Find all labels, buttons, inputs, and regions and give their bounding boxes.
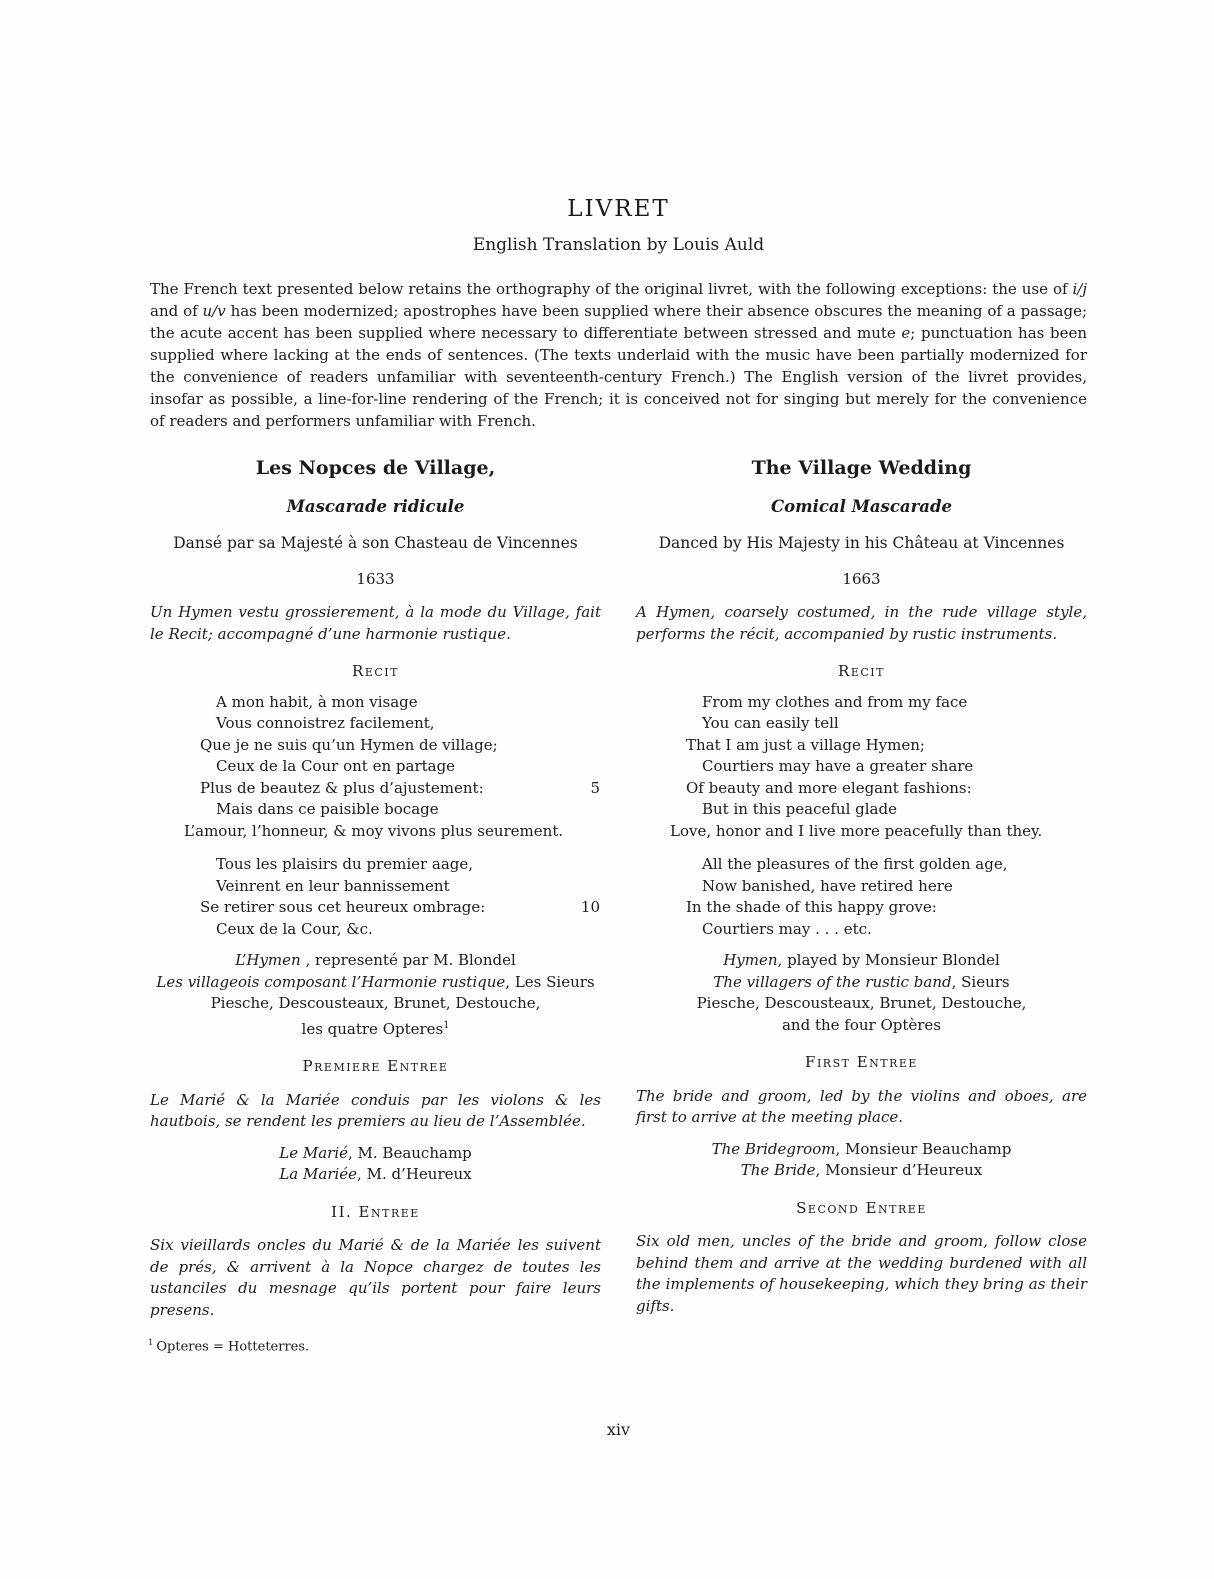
text-run: has been modernized; apostrophes have been supplied where their absence obscures the meaning of a passage; the acute accent has been supplied where necessary to differentiate between stressed and mute	[150, 302, 1087, 342]
verse-text: Courtiers may have a greater share	[702, 757, 974, 775]
cast-list-english	[636, 950, 1087, 1036]
two-column-layout	[150, 457, 1087, 1321]
cast-line	[150, 1015, 601, 1041]
text-run: Piesche, Descousteaux, Brunet, Destouche,	[210, 994, 541, 1012]
entree1-heading-english: First Entree	[805, 1053, 918, 1071]
footnote-text: Opteres = Hotteterres.	[156, 1339, 310, 1355]
verse-text: Courtiers may . . . etc.	[702, 919, 872, 938]
text-run: The villagers of the rustic band	[713, 972, 952, 991]
verse-line	[150, 692, 601, 714]
verse-text: Tous les plaisirs du premier aage,	[216, 855, 474, 873]
verse-text: You can easily tell	[702, 714, 839, 732]
verse-line	[150, 821, 601, 843]
entree1-direction-english: The bride and groom, led by the violins and oboes, are first to arrive at the meeting place.	[636, 1086, 1087, 1126]
text-run: The French text presented below retains the orthography of the original livret, with the following exceptions: the use of	[150, 280, 1073, 298]
entree2-direction-english: Six old men, uncles of the bride and groom, follow close behind them and arrive at the wedding burdened with all the implements of housekeeping, which they bring as their gifts.	[636, 1232, 1087, 1315]
verse-text: L’amour, l’honneur, & moy vivons plus seurement.	[184, 821, 564, 840]
text-run: les quatre Opteres	[301, 1019, 444, 1038]
verse-text: Ceux de la Cour, &c.	[216, 919, 373, 938]
text-run: ; punctuation has been supplied where lacking at the ends of sentences. (The texts underlaid with the music have been partially modernized for the convenience of readers unfamiliar with seventeenth-century French.) The English version of the livret provides, insofar as possible, a line-for-line rendering of the French; it is conceived not for singing but merely for the convenience of readers and performers unfamiliar with French.	[150, 324, 1087, 430]
verse-line	[150, 876, 601, 898]
verse-text: Se retirer sous cet heureux ombrage:	[200, 898, 486, 916]
work-title-french: Les Nopces de Village,	[255, 457, 496, 479]
verse-line	[150, 778, 601, 800]
verse-line	[150, 919, 601, 941]
verse-text: From my clothes and from my face	[702, 692, 968, 711]
verse-text: Mais dans ce paisible bocage	[216, 800, 439, 818]
text-run: and of	[150, 302, 203, 320]
text-run: Piesche, Descousteaux, Brunet, Destouche,	[696, 994, 1027, 1012]
text-run: The Bride	[740, 1161, 816, 1179]
verse-text: Plus de beautez & plus d’ajustement:	[200, 778, 484, 797]
cast-line	[150, 950, 601, 972]
verse-line	[636, 713, 1087, 735]
recit-heading-french: Recit	[352, 662, 399, 680]
verse-text: Of beauty and more elegant fashions:	[686, 778, 972, 797]
verse-text: But in this peaceful glade	[702, 800, 897, 818]
text-run: i/j	[1072, 280, 1087, 298]
column-english	[636, 457, 1087, 1321]
cast-line	[636, 1139, 1087, 1161]
verse-text: Que je ne suis qu’un Hymen de village;	[200, 735, 498, 754]
verse-text: Love, honor and I live more peacefully than they.	[670, 821, 1043, 840]
verse-text: Veinrent en leur bannissement	[216, 876, 450, 895]
text-run: The Bridegroom	[711, 1139, 836, 1158]
work-subtitle-french: Mascarade ridicule	[286, 497, 465, 516]
stage-direction-english: A Hymen, coarsely costumed, in the rude village style, performs the récit, accompanied by rustic instruments.	[636, 603, 1087, 643]
cast-line	[150, 993, 601, 1015]
work-subtitle-english: Comical Mascarade	[770, 497, 953, 516]
text-run: , Monsieur Beauchamp	[835, 1139, 1012, 1158]
verse-line	[636, 876, 1087, 898]
verse-text: Ceux de la Cour ont en partage	[216, 757, 456, 775]
verse-line	[636, 854, 1087, 876]
text-run: , Les Sieurs	[505, 972, 595, 991]
column-french	[150, 457, 601, 1321]
text-run: La Mariée	[279, 1165, 358, 1183]
verse-line	[636, 897, 1087, 919]
verse-line	[636, 919, 1087, 941]
entree1-direction-french: Le Marié & la Mariée conduis par les violons & les hautbois, se rendent les premiers au lieu de l’Assemblée.	[150, 1090, 601, 1130]
verse-line	[150, 854, 601, 876]
text-run: u/v	[202, 302, 226, 320]
verse-line	[636, 778, 1087, 800]
verse-line	[636, 799, 1087, 821]
cast-line	[636, 1160, 1087, 1182]
text-run: L’Hymen	[235, 951, 301, 969]
verse-text: That I am just a village Hymen;	[686, 735, 925, 754]
text-run: , Monsieur d’Heureux	[815, 1161, 983, 1179]
verse-text: All the pleasures of the first golden age,	[702, 855, 1008, 873]
cast-line	[636, 950, 1087, 972]
page-number: xiv	[606, 1420, 631, 1439]
performance-line-french: Dansé par sa Majesté à son Chasteau de Vincennes	[173, 534, 578, 552]
work-title-english: The Village Wedding	[751, 457, 972, 479]
stanza-2-french	[150, 854, 601, 940]
verse-line	[150, 713, 601, 735]
cast-line	[636, 1015, 1087, 1037]
verse-line	[150, 897, 601, 919]
text-run: Les villageois composant l’Harmonie rustique	[156, 972, 506, 991]
stanza-1-english	[636, 692, 1087, 843]
footnote-reference: 1	[443, 1019, 450, 1031]
text-run: , played by Monsieur Blondel	[777, 951, 1000, 969]
stanza-2-english	[636, 854, 1087, 940]
intro-paragraph	[150, 278, 1087, 432]
entree1-heading-french: Premiere Entree	[302, 1057, 449, 1075]
verse-text: A mon habit, à mon visage	[216, 692, 418, 711]
verse-line	[150, 735, 601, 757]
footnote	[148, 1337, 309, 1354]
verse-line	[150, 756, 601, 778]
stage-direction-french: Un Hymen vestu grossierement, à la mode du Village, fait le Recit; accompagné d’une harmonie rustique.	[150, 603, 601, 643]
verse-line	[636, 821, 1087, 843]
verse-line	[636, 692, 1087, 714]
cast-list-french	[150, 950, 601, 1040]
cast-line	[636, 972, 1087, 994]
verse-text: In the shade of this happy grove:	[686, 898, 937, 916]
entree2-heading-french: II. Entree	[331, 1202, 420, 1221]
entree2-heading-english: Second Entree	[796, 1198, 927, 1217]
text-run: Hymen	[723, 951, 778, 969]
verse-line	[150, 799, 601, 821]
year-french: 1633	[356, 569, 395, 588]
cast-line	[150, 972, 601, 994]
text-run: and the four Optères	[781, 1015, 942, 1034]
text-run: , M. d’Heureux	[357, 1165, 472, 1183]
year-english: 1663	[842, 569, 881, 588]
stanza-1-french	[150, 692, 601, 843]
cast-list-2-english	[636, 1139, 1087, 1182]
performance-line-english: Danced by His Majesty in his Château at Vincennes	[658, 534, 1065, 552]
verse-text: Now banished, have retired here	[702, 876, 953, 895]
footnote-marker: 1	[148, 1337, 154, 1347]
page-title: LIVRET	[567, 196, 670, 222]
verse-line	[636, 756, 1087, 778]
cast-line	[150, 1143, 601, 1165]
verse-text: Vous connoistrez facilement,	[216, 714, 435, 732]
line-number: 10	[580, 898, 600, 916]
verse-line	[636, 735, 1087, 757]
cast-line	[150, 1164, 601, 1186]
cast-list-2-french	[150, 1143, 601, 1186]
text-run: , M. Beauchamp	[348, 1143, 472, 1162]
line-number: 5	[590, 778, 600, 797]
recit-heading-english: Recit	[838, 662, 885, 680]
text-run: , representé par M. Blondel	[300, 951, 516, 969]
page-subtitle: English Translation by Louis Auld	[472, 235, 765, 255]
text-run: , Sieurs	[951, 972, 1010, 991]
entree2-direction-french: Six vieillards oncles du Marié & de la Mariée les suivent de prés, & arrivent à la Nopce chargez de toutes les ustanciles du mesnage qu’ils portent pour faire leurs presens.	[150, 1236, 601, 1319]
page-content	[150, 196, 1087, 1321]
text-run: e	[901, 324, 911, 342]
cast-line	[636, 993, 1087, 1015]
text-run: Le Marié	[279, 1143, 348, 1162]
